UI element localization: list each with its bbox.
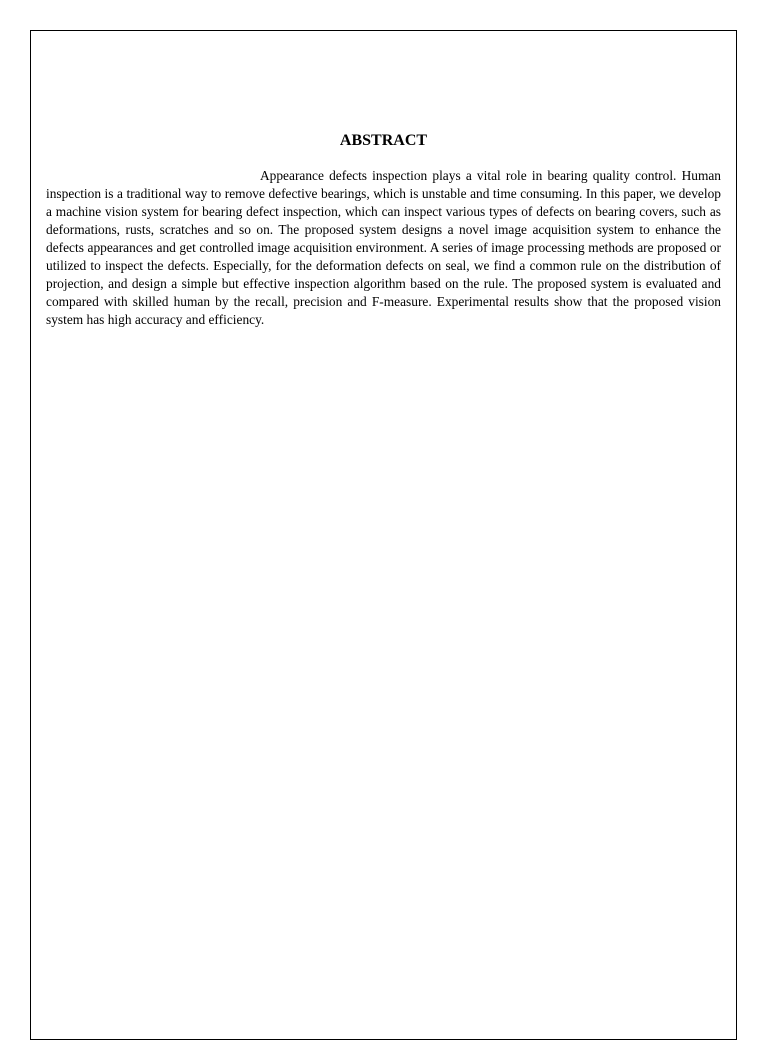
abstract-heading: ABSTRACT	[339, 132, 428, 149]
abstract-paragraph: Appearance defects inspection plays a vital role in bearing quality control. Human inspection is a traditional way to remove defective bearings, which is unstable and time consuming. In this paper, we develop a machine vision system for bearing defect inspection, which can inspect various types of defects on bearing covers, such as deformations, rusts, scratches and so on. The proposed system designs a novel image acquisition system to enhance the defects appearances and get controlled image acquisition environment. A series of image processing methods are proposed or utilized to inspect the defects. Especially, for the deformation defects on seal, we find a common rule on the distribution of projection, and design a simple but effective inspection algorithm based on the rule. The proposed system is evaluated and compared with skilled human by the recall, precision and F-measure. Experimental results show that the proposed vision system has high accuracy and efficiency.	[46, 168, 721, 327]
